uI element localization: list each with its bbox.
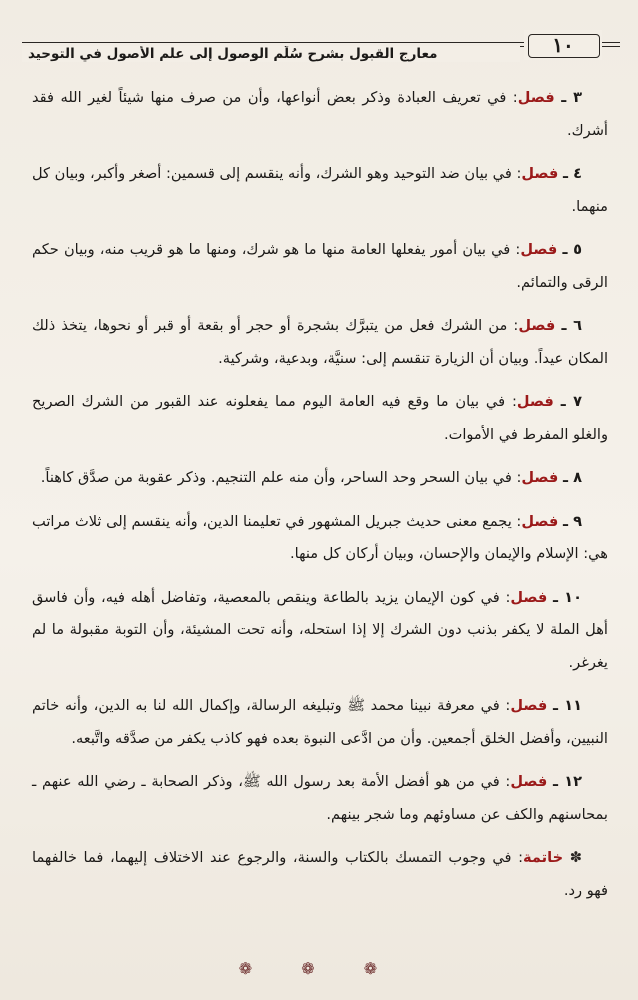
section-keyword: فصل bbox=[518, 317, 556, 334]
section-text: في بيان ما وقع فيه العامة اليوم مما يفعلونه عند القبور من الشرك الصريح والغلو المفرط في الأموات. bbox=[32, 393, 608, 443]
page-header bbox=[22, 30, 620, 74]
section-paragraph: ٨ ـ فصل: في بيان السحر وحد الساحر، وأن منه علم التنجيم. وذكر عقوبة من صدَّق كاهناً. bbox=[40, 469, 582, 486]
section-text: في معرفة نبينا محمد ﷺ وتبليغه الرسالة، وإكمال الله لنا به الدين، وأنه خاتم النبيين، وأفضل الخلق أجمعين. وأن من ادَّعى النبوة بعده فهو كاذب يكفر من صدَّقه واتَّبعه. bbox=[32, 697, 608, 747]
section-paragraph: ٥ ـ فصل: في بيان أمور يفعلها العامة منها ما هو شرك، ومنها ما هو قريب منه، وبيان حكم الرقى والتمائم. bbox=[32, 241, 608, 291]
page-number-frame bbox=[524, 30, 602, 60]
section-keyword: فصل bbox=[521, 469, 559, 486]
section-keyword: فصل bbox=[517, 89, 555, 106]
section-number: ٨ ـ bbox=[563, 469, 582, 486]
section-text: من الشرك فعل من يتبرَّك بشجرة أو حجر أو بقعة أو قبر أو نحوها، يتخذ ذلك المكان عيداً. وبيان أن الزيارة تنقسم إلى: سنيَّة، وبدعية، وشركية. bbox=[32, 317, 608, 367]
section-keyword: خاتمة bbox=[523, 849, 564, 866]
section-number: ١٢ ـ bbox=[553, 773, 583, 790]
section-paragraph: ٩ ـ فصل: يجمع معنى حديث جبريل المشهور في تعليمنا الدين، وأنه ينقسم إلى ثلاث مراتب هي: الإسلام والإيمان والإحسان، وبيان أركان كل منها. bbox=[32, 512, 608, 562]
section-number: ٧ ـ bbox=[560, 393, 582, 410]
section-keyword: فصل bbox=[510, 697, 548, 714]
section-text: في بيان ضد التوحيد وهو الشرك، وأنه ينقسم إلى قسمين: أصغر وأكبر، وبيان كل منهما. bbox=[32, 165, 608, 215]
section-number: ٤ ـ bbox=[563, 165, 583, 182]
section-number: ٥ ـ bbox=[562, 241, 582, 258]
section-keyword: فصل bbox=[510, 588, 548, 606]
section-text: في بيان السحر وحد الساحر، وأن منه علم التنجيم. وذكر عقوبة من صدَّق كاهناً. bbox=[40, 469, 512, 486]
section-paragraph: ٣ ـ فصل: في تعريف العبادة وذكر بعض أنواعها، وأن من صرف منها شيئاً لغير الله فقد أشرك. bbox=[32, 89, 608, 139]
footer-ornament: ❁ ❁ ❁ bbox=[238, 959, 400, 978]
section-paragraph: ٦ ـ فصل: من الشرك فعل من يتبرَّك بشجرة أو حجر أو بقعة أو قبر أو نحوها، يتخذ ذلك المكان عيداً. وبيان أن الزيارة تنقسم إلى: سنيَّة، وبدعية، وشركية. bbox=[32, 317, 608, 367]
section-text: في كون الإيمان يزيد بالطاعة وينقص بالمعصية، وتفاضل أهله فيه، وأن فاسق أهل الملة لا يكفر بذنب دون الشرك إلا إذا استحله، وأنه تحت المشيئة، وأن التوبة مقبولة ما لم يغرغر. bbox=[32, 588, 608, 671]
page-content bbox=[32, 82, 608, 918]
section-keyword: فصل bbox=[521, 165, 559, 182]
section-keyword: فصل bbox=[516, 393, 554, 410]
section-keyword: فصل bbox=[521, 512, 559, 530]
section-text: في وجوب التمسك بالكتاب والسنة، والرجوع عند الاختلاف إليهما، فما خالفهما فهو رد. bbox=[32, 849, 608, 899]
section-number: ٣ ـ bbox=[561, 89, 583, 106]
section-paragraph: ١٠ ـ فصل: في كون الإيمان يزيد بالطاعة وينقص بالمعصية، وتفاضل أهله فيه، وأن فاسق أهل الملة لا يكفر بذنب دون الشرك إلا إذا استحله، وأنه تحت المشيئة، وأن التوبة مقبولة ما لم يغرغر. bbox=[32, 588, 608, 671]
section-text: في من هو أفضل الأمة بعد رسول الله ﷺ، وذكر الصحابة ـ رضي الله عنهم ـ بمحاسنهم والكف عن مساوئهم وما شجر بينهم. bbox=[32, 773, 608, 823]
section-text: يجمع معنى حديث جبريل المشهور في تعليمنا الدين، وأنه ينقسم إلى ثلاث مراتب هي: الإسلام والإيمان والإحسان، وبيان أركان كل منها. bbox=[32, 512, 608, 562]
running-title: معارج القبول بشرح سُلَّم الوصول إلى علم الأصول في التوحيد bbox=[22, 46, 520, 62]
section-number: ٩ ـ bbox=[562, 512, 582, 530]
section-keyword: فصل bbox=[520, 241, 558, 258]
section-keyword: فصل bbox=[510, 773, 548, 790]
section-paragraph: ٧ ـ فصل: في بيان ما وقع فيه العامة اليوم مما يفعلونه عند القبور من الشرك الصريح والغلو المفرط في الأموات. bbox=[32, 393, 608, 443]
section-paragraph: ١٢ ـ فصل: في من هو أفضل الأمة بعد رسول الله ﷺ، وذكر الصحابة ـ رضي الله عنهم ـ بمحاسنهم والكف عن مساوئهم وما شجر بينهم. bbox=[32, 773, 608, 823]
section-paragraph: ١١ ـ فصل: في معرفة نبينا محمد ﷺ وتبليغه الرسالة، وإكمال الله لنا به الدين، وأنه خاتم النبيين، وأفضل الخلق أجمعين. وأن من ادَّعى النبوة بعده فهو كاذب يكفر من صدَّقه واتَّبعه. bbox=[32, 697, 608, 747]
section-paragraph: ٤ ـ فصل: في بيان ضد التوحيد وهو الشرك، وأنه ينقسم إلى قسمين: أصغر وأكبر، وبيان كل منهما. bbox=[32, 165, 608, 215]
section-number: ١٠ ـ bbox=[553, 588, 582, 606]
section-text: في تعريف العبادة وذكر بعض أنواعها، وأن من صرف منها شيئاً لغير الله فقد أشرك. bbox=[32, 89, 608, 139]
section-text: في بيان أمور يفعلها العامة منها ما هو شرك، ومنها ما هو قريب منه، وبيان حكم الرقى والتمائم. bbox=[32, 241, 608, 291]
section-number: ✽ bbox=[569, 849, 582, 866]
section-paragraph: ✽ خاتمة: في وجوب التمسك بالكتاب والسنة، والرجوع عند الاختلاف إليهما، فما خالفهما فهو رد. bbox=[32, 849, 608, 899]
section-number: ١١ ـ bbox=[553, 697, 583, 714]
page-number: ١٠ bbox=[552, 33, 574, 57]
section-number: ٦ ـ bbox=[561, 317, 582, 334]
